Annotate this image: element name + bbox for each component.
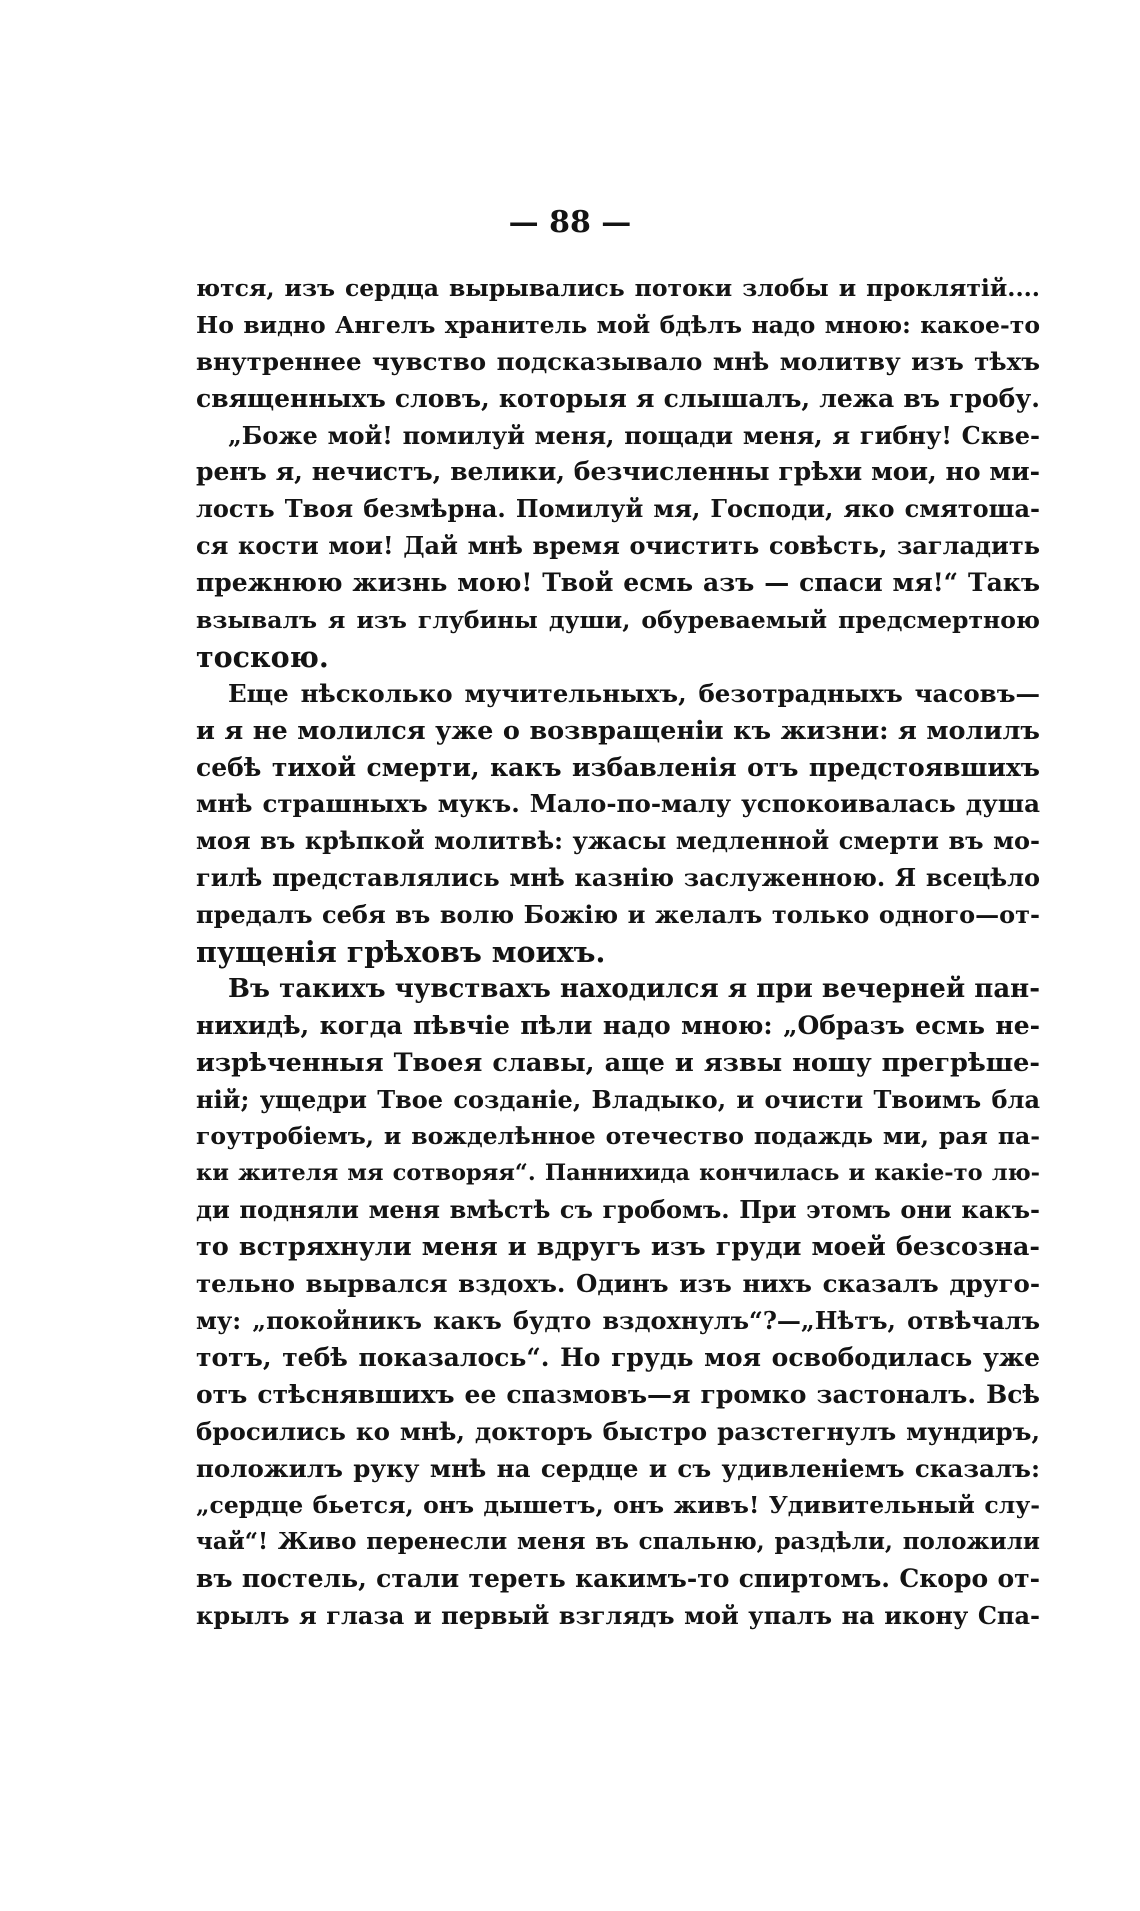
- text-line: моя въ крѣпкой молитвѣ: ужасы медленной смерти въ мо-: [196, 826, 1040, 856]
- text-line: ся кости мои! Дай мнѣ время очистить совѣсть, загладить: [196, 531, 1040, 561]
- text-line: то встряхнули меня и вдругъ изъ груди моей безсозна-: [196, 1232, 1040, 1263]
- text-line: ній; ущедри Твое созданіе, Владыко, и очисти Твоимъ бла: [196, 1084, 1040, 1114]
- text-line: положилъ руку мнѣ на сердце и съ удивленіемъ сказалъ:: [196, 1453, 1040, 1483]
- body-text: [196, 270, 1040, 1635]
- page-number: — 88 —: [508, 205, 632, 240]
- text-line: крылъ я глаза и первый взглядъ мой упалъ на икону Спа-: [196, 1601, 1040, 1631]
- text-line: чай“! Живо перенесли меня въ спальню, раздѣли, положили: [196, 1528, 1040, 1556]
- text-line: ки жителя мя сотворяя“. Паннихида кончилась и какіе-то лю-: [196, 1160, 1040, 1187]
- text-line: тельно вырвался вздохъ. Одинъ изъ нихъ сказалъ друго-: [196, 1269, 1040, 1299]
- paragraph-start-line: Въ такихъ чувствахъ находился я при вечерней пан-: [228, 973, 1040, 1004]
- text-line: прежнюю жизнь мою! Твой есмь азъ — спаси мя!“ Такъ: [196, 568, 1040, 598]
- text-line: себѣ тихой смерти, какъ избавленія отъ предстоявшихъ: [196, 752, 1040, 782]
- text-line: тотъ, тебѣ показалось“. Но грудь моя освободилась уже: [196, 1342, 1040, 1372]
- text-line: изрѣченныя Твоея славы, аще и язвы ношу прегрѣше-: [196, 1047, 1040, 1078]
- text-line: ди подняли меня вмѣстѣ съ гробомъ. При этомъ они какъ-: [196, 1195, 1040, 1225]
- text-line: му: „покойникъ какъ будто вздохнулъ“?—„Нѣтъ, отвѣчалъ: [196, 1305, 1040, 1335]
- text-line: священныхъ словъ, которыя я слышалъ, лежа въ гробу.: [196, 383, 1040, 413]
- text-line: ренъ я, нечистъ, велики, безчисленны грѣхи мои, но ми-: [196, 457, 1040, 487]
- text-line: въ постель, стали тереть какимъ-то спиртомъ. Скоро от-: [196, 1564, 1040, 1594]
- paragraph-end-line: пущенія грѣховъ моихъ.: [196, 935, 606, 970]
- text-line: мнѣ страшныхъ мукъ. Мало-по-малу успокоивалась душа: [196, 789, 1040, 819]
- paragraph-start-line: Еще нѣсколько мучительныхъ, безотрадныхъ часовъ—: [228, 678, 1040, 708]
- text-line: нихидѣ, когда пѣвчіе пѣли надо мною: „Образъ есмь не-: [196, 1010, 1040, 1040]
- text-line: ются, изъ сердца вырывались потоки злобы и проклятій....: [196, 274, 1040, 302]
- text-line: гилѣ представлялись мнѣ казнію заслуженною. Я всецѣло: [196, 863, 1040, 893]
- text-line: предалъ себя въ волю Божію и желалъ только одного—от-: [196, 900, 1040, 930]
- text-line: отъ стѣснявшихъ ее спазмовъ—я громко застоналъ. Всѣ: [196, 1379, 1040, 1409]
- text-line: бросились ко мнѣ, докторъ быстро разстегнулъ мундиръ,: [196, 1416, 1040, 1446]
- text-line: Но видно Ангелъ хранитель мой бдѣлъ надо мною: какое-то: [196, 310, 1040, 339]
- paragraph-end-line: тоскою.: [196, 639, 329, 674]
- paragraph-start-line: „Боже мой! помилуй меня, пощади меня, я гибну! Скве-: [228, 420, 1040, 450]
- text-line: лость Твоя безмѣрна. Помилуй мя, Господи, яко смятоша-: [196, 494, 1040, 524]
- text-line: „сердце бьется, онъ дышетъ, онъ живъ! Удивительный слу-: [196, 1491, 1040, 1520]
- text-line: гоутробіемъ, и вожделѣнное отечество подаждь ми, рая па-: [196, 1122, 1040, 1151]
- text-line: и я не молился уже о возвращеніи къ жизни: я молилъ: [196, 715, 1040, 746]
- text-line: взывалъ я изъ глубины души, обуреваемый предсмертною: [196, 606, 1040, 635]
- text-line: внутреннее чувство подсказывало мнѣ молитву изъ тѣхъ: [196, 346, 1040, 376]
